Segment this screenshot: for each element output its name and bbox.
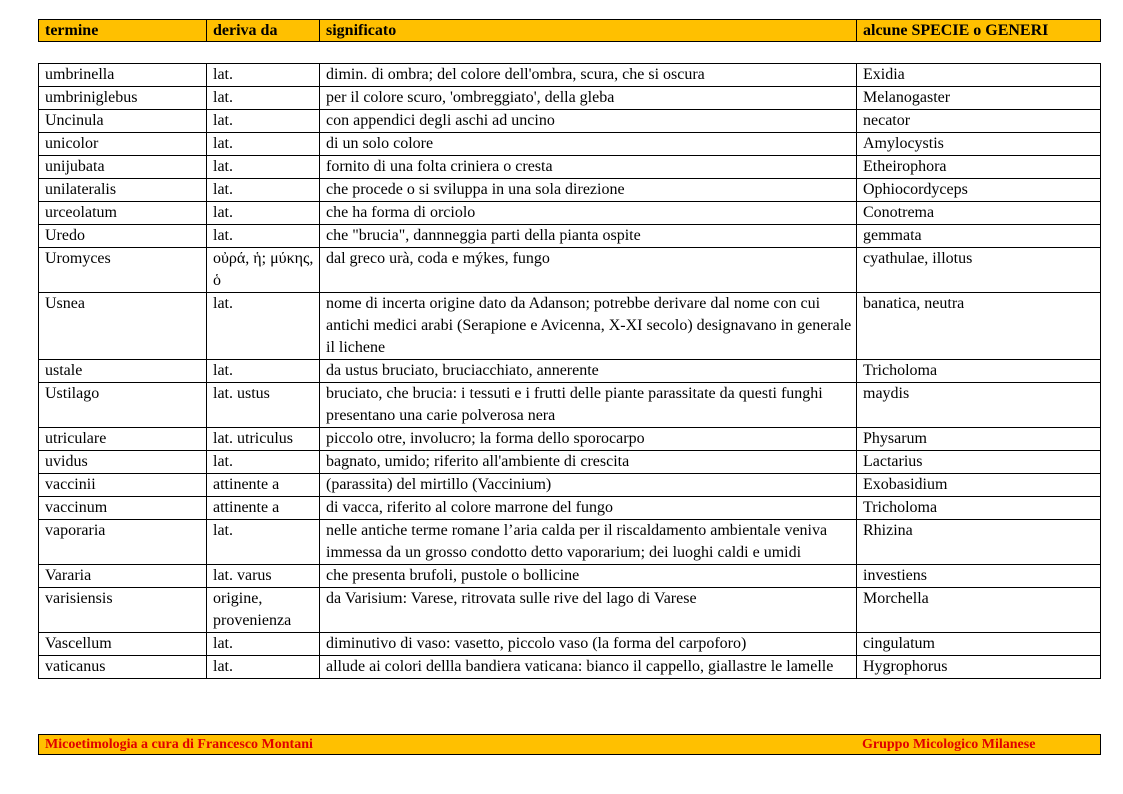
footer-bar [38, 734, 1101, 755]
table-row [39, 520, 1101, 565]
origin-cell: lat. [207, 293, 320, 360]
term-cell: Ustilago [39, 383, 207, 428]
origin-cell: lat. [207, 225, 320, 248]
term-cell: unilateralis [39, 179, 207, 202]
term-cell: unijubata [39, 156, 207, 179]
species-cell: necator [857, 110, 1101, 133]
table-row [39, 87, 1101, 110]
origin-cell: lat. varus [207, 565, 320, 588]
term-cell: umbrinella [39, 64, 207, 87]
meaning-cell: nelle antiche terme romane l’aria calda per il riscaldamento ambientale veniva immessa da un grosso condotto detto vaporarium; dei luoghi caldi e umidi [320, 520, 857, 565]
meaning-cell: che presenta brufoli, pustole o bollicine [320, 565, 857, 588]
species-cell: cyathulae, illotus [857, 248, 1101, 293]
table-row [39, 656, 1101, 679]
meaning-cell: di un solo colore [320, 133, 857, 156]
species-cell: Amylocystis [857, 133, 1101, 156]
meaning-cell: per il colore scuro, 'ombreggiato', della gleba [320, 87, 857, 110]
species-cell: Ophiocordyceps [857, 179, 1101, 202]
term-cell: Uncinula [39, 110, 207, 133]
origin-cell: lat. [207, 156, 320, 179]
meaning-cell: che ha forma di orciolo [320, 202, 857, 225]
species-cell: Conotrema [857, 202, 1101, 225]
table-row [39, 179, 1101, 202]
header-deriva-da: deriva da [207, 20, 320, 42]
meaning-cell: fornito di una folta criniera o cresta [320, 156, 857, 179]
species-cell: Melanogaster [857, 87, 1101, 110]
meaning-cell: di vacca, riferito al colore marrone del fungo [320, 497, 857, 520]
species-cell: Tricholoma [857, 360, 1101, 383]
origin-cell: lat. [207, 110, 320, 133]
table-row [39, 64, 1101, 87]
header-specie-generi: alcune SPECIE o GENERI [857, 20, 1101, 42]
term-cell: Vararia [39, 565, 207, 588]
table-row [39, 633, 1101, 656]
meaning-cell: da ustus bruciato, bruciacchiato, annerente [320, 360, 857, 383]
term-cell: Uredo [39, 225, 207, 248]
species-cell: Lactarius [857, 451, 1101, 474]
meaning-cell: (parassita) del mirtillo (Vaccinium) [320, 474, 857, 497]
column-header-table [38, 19, 1101, 42]
table-row [39, 133, 1101, 156]
meaning-cell: dal greco urà, coda e mýkes, fungo [320, 248, 857, 293]
meaning-cell: con appendici degli aschi ad uncino [320, 110, 857, 133]
table-row [39, 428, 1101, 451]
table-row [39, 110, 1101, 133]
origin-cell: lat. [207, 133, 320, 156]
table-row [39, 383, 1101, 428]
table-row [39, 451, 1101, 474]
meaning-cell: diminutivo di vaso: vasetto, piccolo vaso (la forma del carpoforo) [320, 633, 857, 656]
origin-cell: lat. [207, 179, 320, 202]
meaning-cell: che "brucia", dannneggia parti della pianta ospite [320, 225, 857, 248]
origin-cell: lat. [207, 87, 320, 110]
etymology-table-body [39, 64, 1101, 679]
table-row [39, 225, 1101, 248]
footer-author: Micoetimologia a cura di Francesco Montani [45, 737, 313, 752]
origin-cell: lat. [207, 520, 320, 565]
origin-cell: lat. utriculus [207, 428, 320, 451]
term-cell: urceolatum [39, 202, 207, 225]
footer-group: Gruppo Micologico Milanese [862, 737, 1036, 752]
species-cell: Hygrophorus [857, 656, 1101, 679]
table-row [39, 156, 1101, 179]
species-cell: cingulatum [857, 633, 1101, 656]
meaning-cell: nome di incerta origine dato da Adanson; potrebbe derivare dal nome con cui antichi medici arabi (Serapione e Avicenna, X-XI secolo) designavano in generale il lichene [320, 293, 857, 360]
meaning-cell: da Varisium: Varese, ritrovata sulle rive del lago di Varese [320, 588, 857, 633]
meaning-cell: dimin. di ombra; del colore dell'ombra, scura, che si oscura [320, 64, 857, 87]
term-cell: Usnea [39, 293, 207, 360]
meaning-cell: piccolo otre, involucro; la forma dello sporocarpo [320, 428, 857, 451]
term-cell: varisiensis [39, 588, 207, 633]
species-cell: Etheirophora [857, 156, 1101, 179]
species-cell: maydis [857, 383, 1101, 428]
table-row [39, 248, 1101, 293]
origin-cell: lat. [207, 202, 320, 225]
table-row [39, 293, 1101, 360]
term-cell: umbriniglebus [39, 87, 207, 110]
term-cell: vaticanus [39, 656, 207, 679]
term-cell: vaccinum [39, 497, 207, 520]
meaning-cell: allude ai colori dellla bandiera vaticana: bianco il cappello, giallastre le lamelle [320, 656, 857, 679]
species-cell: banatica, neutra [857, 293, 1101, 360]
origin-cell: lat. ustus [207, 383, 320, 428]
origin-cell: attinente a [207, 474, 320, 497]
table-row [39, 474, 1101, 497]
term-cell: unicolor [39, 133, 207, 156]
table-row [39, 202, 1101, 225]
meaning-cell: bagnato, umido; riferito all'ambiente di crescita [320, 451, 857, 474]
species-cell: Exobasidium [857, 474, 1101, 497]
species-cell: Rhizina [857, 520, 1101, 565]
term-cell: uvidus [39, 451, 207, 474]
header-termine: termine [39, 20, 207, 42]
term-cell: vaccinii [39, 474, 207, 497]
meaning-cell: che procede o si sviluppa in una sola direzione [320, 179, 857, 202]
meaning-cell: bruciato, che brucia: i tessuti e i frutti delle piante parassitate da questi funghi presentano una carie polverosa nera [320, 383, 857, 428]
origin-cell: lat. [207, 64, 320, 87]
origin-cell: origine, provenienza [207, 588, 320, 633]
term-cell: ustale [39, 360, 207, 383]
origin-cell: attinente a [207, 497, 320, 520]
origin-cell: lat. [207, 360, 320, 383]
origin-cell: lat. [207, 656, 320, 679]
term-cell: Vascellum [39, 633, 207, 656]
species-cell: Physarum [857, 428, 1101, 451]
origin-cell: οὐρά, ἡ; μύκης, ὁ [207, 248, 320, 293]
table-row [39, 497, 1101, 520]
species-cell: Tricholoma [857, 497, 1101, 520]
origin-cell: lat. [207, 633, 320, 656]
header-significato: significato [320, 20, 857, 42]
table-row [39, 360, 1101, 383]
species-cell: Exidia [857, 64, 1101, 87]
etymology-table [38, 63, 1101, 679]
term-cell: Uromyces [39, 248, 207, 293]
table-row [39, 588, 1101, 633]
species-cell: investiens [857, 565, 1101, 588]
species-cell: Morchella [857, 588, 1101, 633]
term-cell: utriculare [39, 428, 207, 451]
species-cell: gemmata [857, 225, 1101, 248]
origin-cell: lat. [207, 451, 320, 474]
table-row [39, 565, 1101, 588]
header-row [39, 20, 1101, 42]
term-cell: vaporaria [39, 520, 207, 565]
